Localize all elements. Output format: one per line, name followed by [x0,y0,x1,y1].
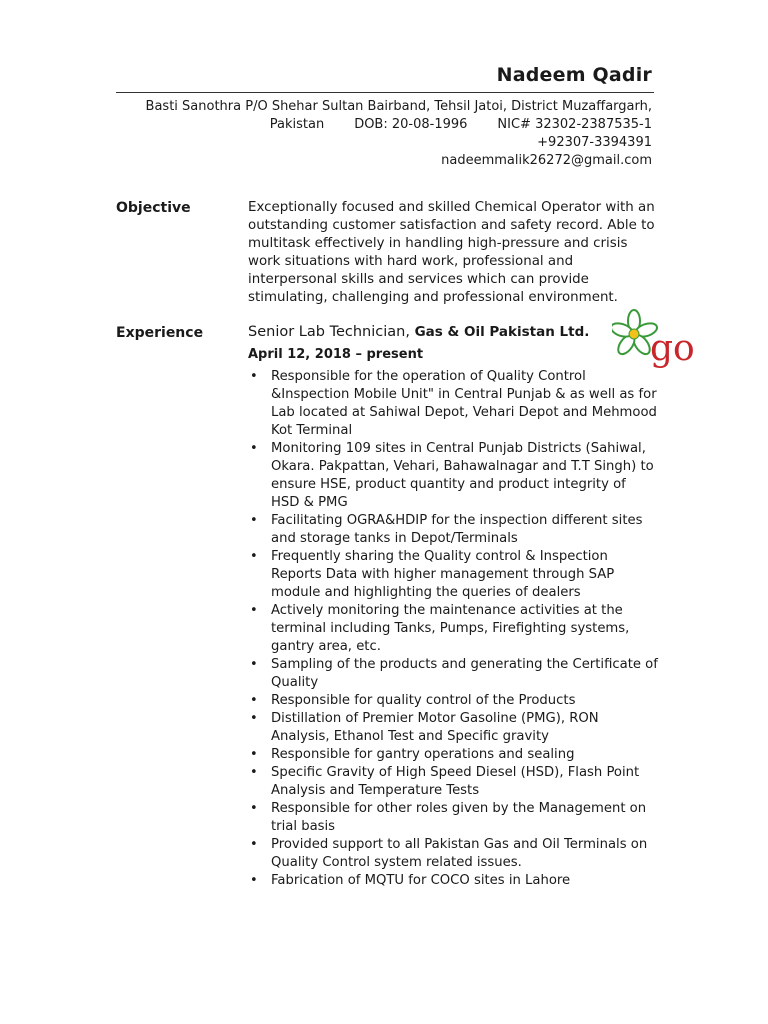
phone-number: +92307-3394391 [537,135,652,150]
company-name: Gas & Oil Pakistan Ltd. [414,324,590,340]
duty-item: • Specific Gravity of High Speed Diesel (HSD), Flash Point Analysis and Temperature Tests [248,764,658,800]
duty-item: • Responsible for quality control of the Products [248,692,658,710]
duty-item: • Facilitating OGRA&HDIP for the inspection different sites and storage tanks in Depot/Terminals [248,512,658,548]
company-logo-icon [612,306,706,368]
duty-item: • Distillation of Premier Motor Gasoline (PMG), RON Analysis, Ethanol Test and Specific gravity [248,710,658,746]
duty-item: • Provided support to all Pakistan Gas and Oil Terminals on Quality Control system related issues. [248,836,658,872]
date-of-birth: DOB: 20-08-1996 [354,117,468,132]
personal-details-line [92,116,652,134]
duty-item: • Monitoring 109 sites in Central Punjab Districts (Sahiwal, Okara. Pakpattan, Vehari, Bahawalnagar and T.T Singh) to ensure HSE, product quantity and product integrity of HSD & PMG [248,440,658,512]
objective-text: Exceptionally focused and skilled Chemical Operator with an outstanding customer satisfaction and safety record. Able to multitask effectively in handling high-pressure and crisis work situations with hard work, professional and interpersonal skills and services which can provide stimulating, challenging and professional environment. [248,200,655,305]
objective-heading: Objective [116,200,191,216]
country: Pakistan [269,117,325,132]
header-divider [116,92,654,93]
employment-dates: April 12, 2018 – present [248,347,424,362]
address-line: Basti Sanothra P/O Shehar Sultan Bairband, Tehsil Jatoi, District Muzaffargarh, [145,99,652,114]
nic-number: NIC# 32302-2387535-1 [497,117,652,132]
duty-item: • Responsible for the operation of Quality Control &Inspection Mobile Unit" in Central Punjab & as well as for Lab located at Sahiwal Depot, Vehari Depot and Mehmood Kot Terminal [248,368,658,440]
duty-item: • Actively monitoring the maintenance activities at the terminal including Tanks, Pumps, Firefighting systems, gantry area, etc. [248,602,658,656]
email-address: nadeemmalik26272@gmail.com [441,153,652,168]
logo-text: go [650,328,695,368]
job-title: Senior Lab Technician, [248,324,410,340]
duties-list [248,368,658,890]
candidate-name: Nadeem Qadir [496,64,652,86]
duty-item: • Sampling of the products and generating the Certificate of Quality [248,656,658,692]
experience-heading: Experience [116,325,204,341]
duty-item: • Fabrication of MQTU for COCO sites in Lahore [248,872,658,890]
duty-item: • Frequently sharing the Quality control & Inspection Reports Data with higher management through SAP module and highlighting the queries of dealers [248,548,658,602]
duty-item: • Responsible for other roles given by the Management on trial basis [248,800,658,836]
duty-item: • Responsible for gantry operations and sealing [248,746,658,764]
job-title-line [248,324,589,340]
contact-block [92,98,652,170]
